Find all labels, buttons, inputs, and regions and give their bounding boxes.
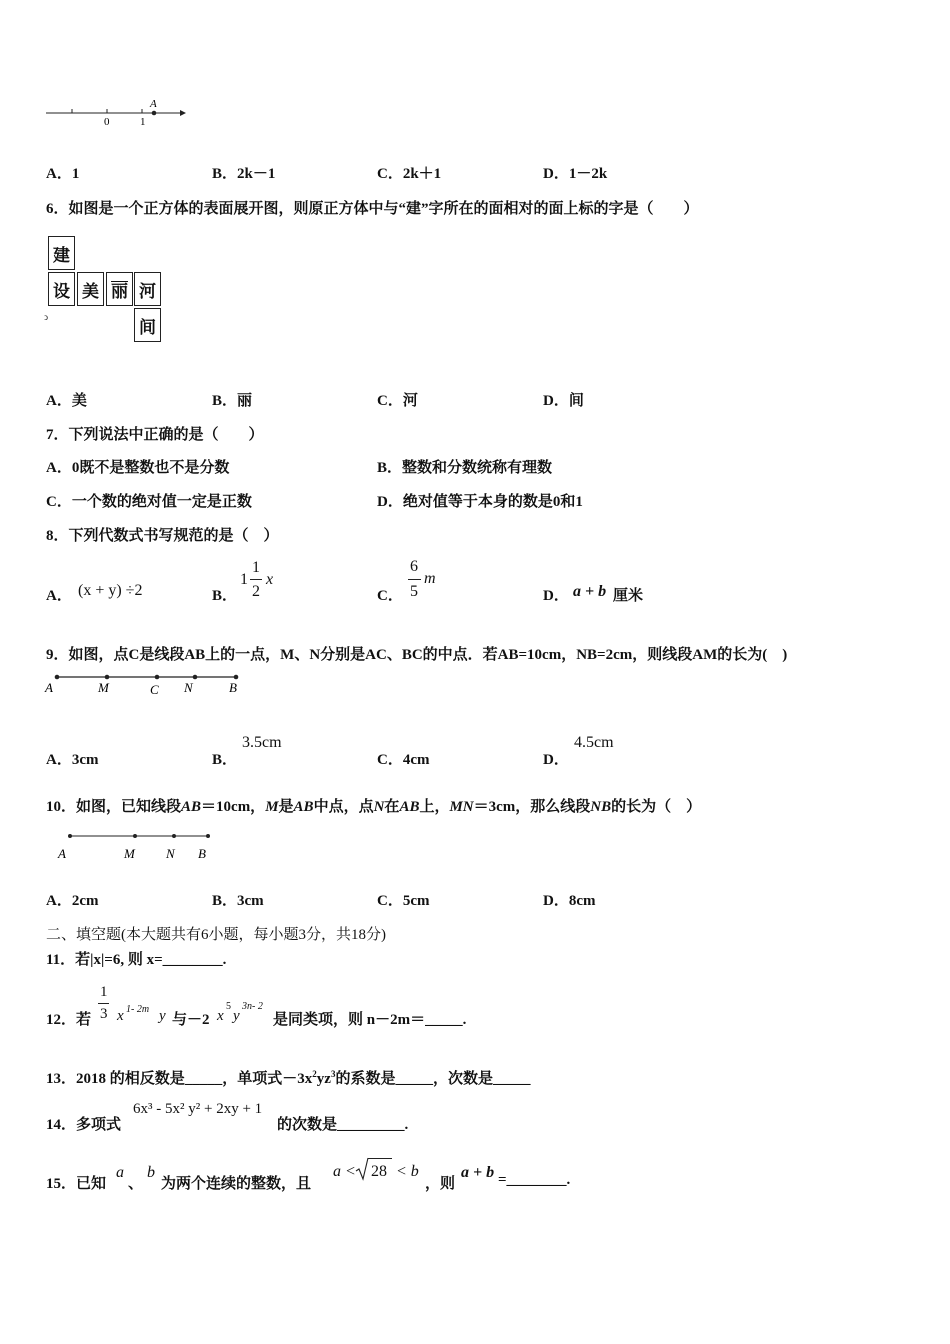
net-cell-jian: 建 [48, 236, 75, 270]
q12-x2: x [217, 1008, 224, 1024]
q8-label-b: B． [212, 588, 238, 604]
net-mark: ↄ [44, 312, 48, 322]
q15-suffix: =________. [498, 1172, 571, 1188]
q9-segment-figure [40, 668, 260, 700]
q12-y2: y [233, 1008, 240, 1024]
q15-a: a [116, 1164, 124, 1181]
q8-b-whole: 1 [240, 571, 248, 588]
q12-mid: 与－2 [172, 1012, 210, 1028]
q12-frac-den: 3 [100, 1006, 108, 1022]
q10-option-a: A．2cm [46, 893, 99, 909]
q6-option-b: B．丽 [212, 393, 253, 409]
q10-point-n: N [166, 846, 175, 861]
q10-point-a: A [58, 846, 66, 861]
q8-label-a: A． [46, 588, 72, 604]
q10-ab: AB [181, 799, 202, 815]
q8-b-fraction-bar [250, 579, 262, 580]
q15-sum: a + b [461, 1164, 495, 1181]
q15-ineq-b: < b [396, 1163, 419, 1180]
q10-ab2: AB [293, 799, 314, 815]
q10-mn: MN [449, 799, 474, 815]
q9-question: 9．如图，点C是线段AB上的一点，M、N分别是AC、BC的中点．若AB=10cm，NB=2cm，则线段AM的长为( ) [46, 647, 788, 663]
q6-option-d: D．间 [543, 393, 584, 409]
q14-prefix: 14．多项式 [46, 1117, 122, 1133]
q15-sep: 、 [128, 1176, 144, 1192]
q5-option-c: C．2k＋1 [377, 166, 442, 182]
q15-ineq-a: a < [333, 1163, 356, 1180]
q15-radicand: 28 [371, 1163, 387, 1180]
q10-question [46, 795, 701, 816]
q8-d-unit: 厘米 [613, 588, 644, 604]
q10-segment-figure [50, 828, 220, 864]
q13-suffix: 的系数是_____，次数是_____ [335, 1071, 531, 1087]
q10-text-1: ＝10cm， [201, 799, 266, 815]
q8-expr-a: (x + y) ÷2 [78, 582, 143, 599]
q13-mid: yz [316, 1071, 331, 1087]
point-a-label: A [150, 98, 157, 110]
q13-sup2: 3 [330, 1069, 336, 1079]
q8-c-fraction-bar [408, 579, 421, 580]
q8-label-d: D． [543, 588, 569, 604]
q15-mid: 为两个连续的整数，且 [161, 1176, 312, 1192]
q7-question: 7．下列说法中正确的是（ ） [46, 427, 264, 443]
q14-polynomial: 6x³ - 5x² y² + 2xy + 1 [133, 1101, 263, 1117]
q9-point-c: C [150, 682, 159, 697]
q8-b-var: x [266, 571, 274, 588]
q6-option-c: C．河 [377, 393, 418, 409]
q10-point-b: B [198, 846, 206, 861]
q12-exp3: 3n- 2 [242, 1001, 263, 1012]
q9-point-m: M [98, 680, 109, 695]
q8-b-num: 1 [252, 559, 260, 576]
q9-option-d-label: D． [543, 752, 569, 768]
q9-option-d-value: 4.5cm [574, 734, 614, 751]
tick-1-label: 1 [140, 116, 146, 128]
q12-prefix: 12．若 [46, 1012, 92, 1028]
q10-option-b: B．3cm [212, 893, 264, 909]
sqrt-vinculum [368, 1158, 392, 1159]
net-cell-mei: 美 [77, 272, 104, 306]
q8-b-den: 2 [252, 583, 260, 600]
tick-0-label: 0 [104, 116, 110, 128]
q6-option-a: A．美 [46, 393, 87, 409]
q8-c-var: m [424, 570, 436, 587]
net-cell-li: 丽 [106, 272, 133, 306]
q10-point-m: M [124, 846, 135, 861]
q11-question: 11．若|x|=6, 则 x=________. [46, 952, 227, 968]
q7-option-d: D．绝对值等于本身的数是0和1 [377, 494, 583, 510]
q12-frac-num: 1 [100, 984, 108, 1000]
q15-prefix: 15．已知 [46, 1176, 107, 1192]
q12-frac-bar [98, 1003, 109, 1004]
q12-suffix: 是同类项，则 n－2m＝_____. [273, 1012, 467, 1028]
q10-n: N [373, 799, 385, 815]
q10-nb: NB [590, 799, 612, 815]
q14-suffix: 的次数是_________. [277, 1117, 409, 1133]
sqrt-sign-icon [355, 1157, 369, 1181]
q10-text-prefix: 10．如图，已知线段 [46, 799, 182, 815]
q9-option-c: C．4cm [377, 752, 430, 768]
q10-text-4: 在 [384, 799, 400, 815]
q9-point-b: B [229, 680, 237, 695]
section-2-heading: 二、填空题(本大题共有6小题，每小题3分，共18分) [46, 927, 386, 943]
net-cell-jian2: 间 [134, 308, 161, 342]
q10-text-6: ＝3cm，那么线段 [473, 799, 591, 815]
q7-option-b: B．整数和分数统称有理数 [377, 460, 553, 476]
q8-d-expr: a + b [573, 583, 607, 600]
q8-label-c: C． [377, 588, 403, 604]
number-line-figure [40, 95, 190, 130]
q5-option-d: D．1－2k [543, 166, 608, 182]
q5-option-b: B．2k－1 [212, 166, 276, 182]
q9-point-n: N [184, 680, 193, 695]
q13-question [46, 1067, 530, 1088]
q10-text-2: 是 [278, 799, 294, 815]
q8-c-num: 6 [410, 558, 418, 575]
q15-b: b [147, 1164, 155, 1181]
q7-option-a: A．0既不是整数也不是分数 [46, 460, 230, 476]
q12-x: x [117, 1008, 124, 1024]
q10-m: M [265, 799, 279, 815]
q12-exp1: 1- 2m [126, 1004, 150, 1015]
q8-question: 8．下列代数式书写规范的是（ ） [46, 528, 279, 544]
q10-text-3: 中点，点 [313, 799, 374, 815]
q9-point-a: A [45, 680, 53, 695]
q5-option-a: A．1 [46, 166, 80, 182]
net-cell-he: 河 [134, 272, 161, 306]
q7-option-c: C．一个数的绝对值一定是正数 [46, 494, 252, 510]
q15-then: ，则 [425, 1176, 456, 1192]
q13-sup1: 2 [312, 1069, 317, 1079]
q12-exp2: 5 [226, 1001, 231, 1012]
q13-prefix: 13．2018 的相反数是_____，单项式－3x [46, 1071, 313, 1087]
net-cell-she: 设 [48, 272, 75, 306]
q9-option-b-label: B． [212, 752, 238, 768]
q10-option-c: C．5cm [377, 893, 430, 909]
q10-option-d: D．8cm [543, 893, 596, 909]
q9-option-a: A．3cm [46, 752, 99, 768]
q6-question: 6．如图是一个正方体的表面展开图，则原正方体中与“建”字所在的面相对的面上标的字是（ ） [46, 201, 699, 217]
q12-y: y [159, 1008, 166, 1024]
q8-c-den: 5 [410, 583, 418, 600]
q10-text-5: 上， [419, 799, 450, 815]
q10-text-suffix: 的长为（ ） [611, 799, 702, 815]
q10-ab3: AB [399, 799, 420, 815]
q9-option-b-value: 3.5cm [242, 734, 282, 751]
